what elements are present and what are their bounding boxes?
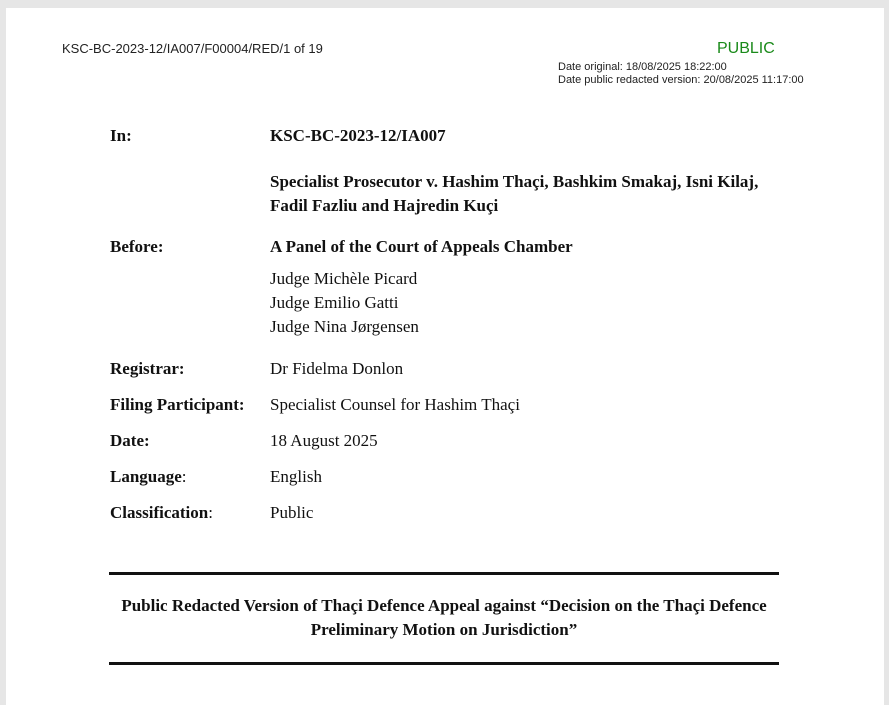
filing-participant-value: Specialist Counsel for Hashim Thaçi: [270, 395, 520, 414]
public-stamp: PUBLIC: [717, 40, 775, 57]
judge-name: Judge Nina Jørgensen: [270, 317, 419, 336]
panel-name: A Panel of the Court of Appeals Chamber: [270, 237, 573, 256]
language-label-text: Language: [110, 467, 182, 486]
document-reference: KSC-BC-2023-12/IA007/F00004/RED/1 of 19: [62, 41, 323, 56]
classification-label: [110, 503, 213, 523]
language-label: [110, 467, 187, 487]
registrar-label: Registrar:: [110, 359, 185, 378]
judges-list: [270, 267, 419, 339]
date-value: 18 August 2025: [270, 431, 378, 450]
classification-value: Public: [270, 503, 314, 522]
classification-label-text: Classification: [110, 503, 209, 522]
judge-name: Judge Michèle Picard: [270, 269, 418, 288]
filing-participant-label: Filing Participant:: [110, 395, 245, 414]
language-colon: :: [181, 467, 187, 486]
document-title: Public Redacted Version of Thaçi Defence Appeal against “Decision on the Thaçi Defence Preliminary Motion on Jurisdiction”: [121, 596, 767, 639]
case-name: Specialist Prosecutor v. Hashim Thaçi, Bashkim Smakaj, Isni Kilaj, Fadil Fazliu and Hajredin Kuçi: [270, 172, 759, 215]
classification-colon: :: [208, 503, 213, 522]
title-rule-top: [109, 572, 779, 575]
date-label: Date:: [110, 431, 150, 450]
title-rule-bottom: [109, 662, 779, 665]
document-dates: [558, 61, 804, 87]
document-page: [6, 8, 884, 705]
judge-name: Judge Emilio Gatti: [270, 293, 399, 312]
date-public: Date public redacted version: 20/08/2025 11:17:00: [558, 74, 804, 86]
in-label: In:: [110, 126, 132, 145]
before-label: Before:: [110, 237, 164, 256]
case-number: KSC-BC-2023-12/IA007: [270, 126, 446, 145]
registrar-value: Dr Fidelma Donlon: [270, 359, 404, 378]
date-original: Date original: 18/08/2025 18:22:00: [558, 61, 727, 73]
language-value: English: [270, 467, 322, 486]
